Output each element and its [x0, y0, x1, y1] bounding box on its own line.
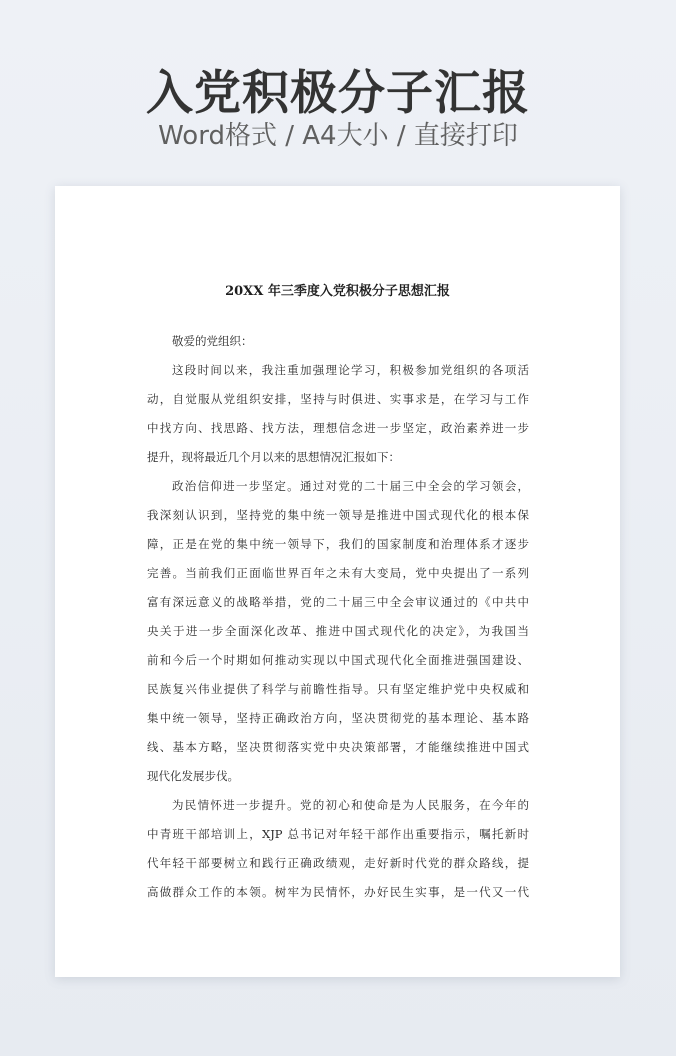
paragraph-line: 现代化发展步伐。: [147, 769, 239, 783]
paragraph-line: 前和今后一个时期如何推动实现以中国式现代化全面推进强国建设、: [147, 653, 529, 667]
document-page: [55, 186, 620, 977]
paragraph-line: 线、基本方略，坚决贯彻落实党中央决策部署，才能继续推进中国式: [147, 740, 529, 754]
document-title: 20XX 年三季度入党积极分子思想汇报: [225, 284, 450, 299]
paragraph-line: 民族复兴伟业提供了科学与前瞻性指导。只有坚定维护党中央权威和: [147, 682, 529, 696]
paragraph-line: 中找方向、找思路、找方法，理想信念进一步坚定，政治素养进一步: [147, 421, 529, 435]
paragraph-line: 集中统一领导，坚持正确政治方向，坚决贯彻党的基本理论、基本路: [147, 711, 529, 725]
paragraph-line: 政治信仰进一步坚定。通过对党的二十届三中全会的学习领会，: [172, 479, 529, 493]
salutation-line: 敬爱的党组织：: [172, 334, 253, 348]
paragraph-line: 我深刻认识到，坚持党的集中统一领导是推进中国式现代化的根本保: [147, 508, 529, 522]
paragraph-line: 代年轻干部要树立和践行正确政绩观，走好新时代党的群众路线，提: [147, 856, 529, 870]
page-subtitle: Word格式 / A4大小 / 直接打印: [158, 121, 518, 151]
paragraph-line: 中青班干部培训上，XJP 总书记对年轻干部作出重要指示，嘱托新时: [147, 827, 529, 841]
paragraph-line: 富有深远意义的战略举措，党的二十届三中全会审议通过的《中共中: [147, 595, 529, 609]
paragraph-line: 央关于进一步全面深化改革、推进中国式现代化的决定》，为我国当: [147, 624, 529, 638]
paragraph-line: 障，正是在党的集中统一领导下，我们的国家制度和治理体系才逐步: [147, 537, 529, 551]
paragraph-line: 为民情怀进一步提升。党的初心和使命是为人民服务，在今年的: [172, 798, 529, 812]
document-body: [147, 329, 529, 909]
paragraph-line: 高做群众工作的本领。树牢为民情怀，办好民生实事，是一代又一代: [147, 885, 529, 899]
paragraph-line: 提升，现将最近几个月以来的思想情况汇报如下：: [147, 450, 400, 464]
paragraph-line: 完善。当前我们正面临世界百年之未有大变局，党中央提出了一系列: [147, 566, 529, 580]
paragraph-line: 动，自觉服从党组织安排，坚持与时俱进、实事求是，在学习与工作: [147, 392, 529, 406]
page-title: 入党积极分子汇报: [146, 66, 530, 121]
paragraph-line: 这段时间以来，我注重加强理论学习，积极参加党组织的各项活: [172, 363, 529, 377]
